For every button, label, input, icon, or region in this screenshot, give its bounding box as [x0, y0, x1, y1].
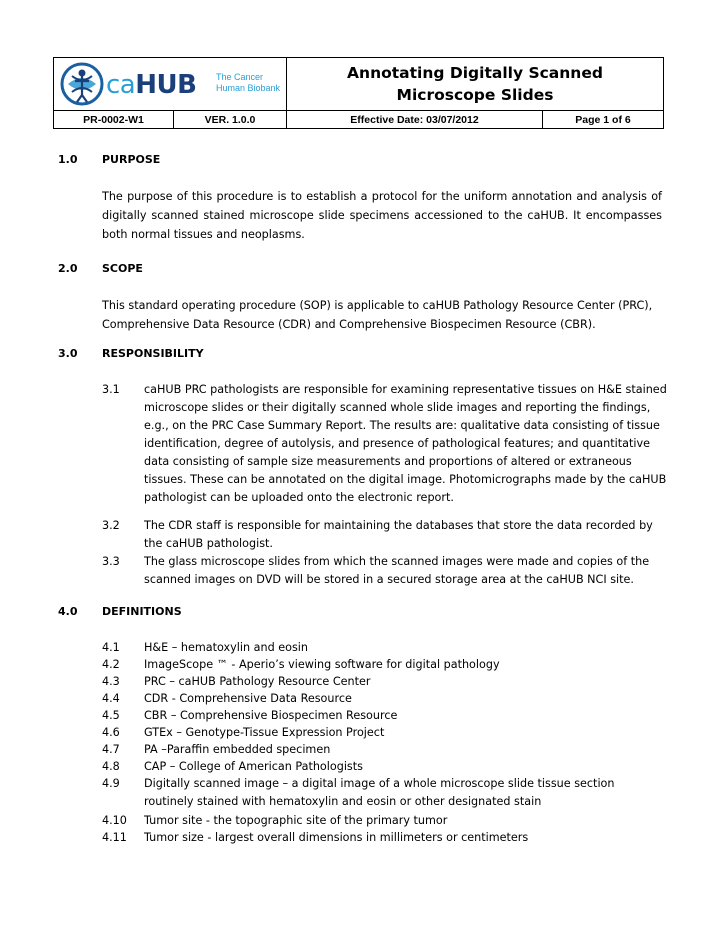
- list-item: [102, 639, 667, 657]
- document-header: [53, 57, 664, 129]
- header-meta-row: [54, 111, 663, 129]
- section-number: 3.0: [58, 347, 78, 360]
- list-item: [102, 775, 667, 811]
- item-text: Tumor size - largest overall dimensions in millimeters or centimeters: [144, 831, 529, 844]
- list-item: [102, 656, 667, 674]
- list-item: [102, 381, 667, 507]
- item-number: 4.7: [102, 743, 120, 756]
- item-number: 3.2: [102, 519, 120, 532]
- document-title-cell: [287, 58, 663, 110]
- section-heading-definitions: [58, 605, 182, 618]
- effective-date: Effective Date: 03/07/2012: [287, 111, 543, 129]
- tagline-top: The Cancer: [216, 72, 264, 82]
- item-number: 4.11: [102, 831, 127, 844]
- item-text: GTEx – Genotype-Tissue Expression Project: [144, 726, 385, 739]
- item-text: Digitally scanned image – a digital image of a whole microscope slide tissue section routinely stained with hematoxylin and eosin or other designated stain: [144, 777, 615, 808]
- item-text: CDR - Comprehensive Data Resource: [144, 692, 352, 705]
- item-text: caHUB PRC pathologists are responsible for examining representative tissues on H&E stained microscope slides or their digitally scanned whole slide images and reporting the findings, e.g., on the PRC Case Summary Report. The results are: qualitative data consisting of tissue identification, degree of autolysis, and presence of pathological features; and quantitative data consisting of sample size measurements and proportions of altered or extraneous tissues. These can be annotated on the digital image. Photomicrographs made by the caHUB pathologist can be uploaded onto the electronic report.: [144, 383, 667, 504]
- item-number: 3.1: [102, 383, 120, 396]
- list-item: [102, 553, 667, 589]
- purpose-paragraph: The purpose of this procedure is to establish a protocol for the uniform annotation and analysis of digitally scanned stained microscope slide specimens accessioned to the caHUB. It encompasses both normal tissues and neoplasms.: [102, 190, 662, 241]
- item-number: 3.3: [102, 555, 120, 568]
- list-item: [102, 707, 667, 725]
- item-text: Tumor site - the topographic site of the primary tumor: [144, 814, 448, 827]
- logo-tagline: [216, 72, 280, 94]
- item-text: CBR – Comprehensive Biospecimen Resource: [144, 709, 398, 722]
- logo-ca: ca: [106, 70, 136, 100]
- globe-figure-icon: [60, 62, 104, 106]
- item-text: PA –Paraffin embedded specimen: [144, 743, 331, 756]
- list-item: [102, 724, 667, 742]
- item-number: 4.5: [102, 709, 120, 722]
- document-title: Annotating Digitally Scanned Microscope Slides: [347, 64, 603, 104]
- list-item: [102, 673, 667, 691]
- page-number: Page 1 of 6: [575, 114, 631, 126]
- section-title: SCOPE: [102, 262, 143, 275]
- list-item: [102, 758, 667, 776]
- item-number: 4.3: [102, 675, 120, 688]
- item-number: 4.10: [102, 814, 127, 827]
- item-text: The glass microscope slides from which the scanned images were made and copies of the scanned images on DVD will be stored in a secured storage area at the caHUB NCI site.: [144, 555, 650, 586]
- header-top-row: [54, 58, 663, 111]
- list-item: [102, 741, 667, 759]
- item-text: CAP – College of American Pathologists: [144, 760, 363, 773]
- item-text: ImageScope ™ - Aperio’s viewing software for digital pathology: [144, 658, 500, 671]
- section-number: 2.0: [58, 262, 78, 275]
- item-number: 4.4: [102, 692, 120, 705]
- list-item: [102, 812, 667, 830]
- logo-hub: HUB: [135, 70, 197, 100]
- section-title: PURPOSE: [102, 153, 161, 166]
- scope-paragraph: This standard operating procedure (SOP) is applicable to caHUB Pathology Resource Center (PRC), Comprehensive Data Resource (CDR) and Comprehensive Biospecimen Resource (CBR).: [102, 299, 653, 331]
- item-text: The CDR staff is responsible for maintaining the databases that store the data recorded by the caHUB pathologist.: [144, 519, 653, 550]
- doc-version: VER. 1.0.0: [174, 111, 287, 129]
- section-title: DEFINITIONS: [102, 605, 182, 618]
- section-heading-responsibility: [58, 347, 204, 360]
- cahub-logo: [54, 58, 287, 110]
- doc-id: PR-0002-W1: [54, 111, 174, 129]
- item-text: PRC – caHUB Pathology Resource Center: [144, 675, 371, 688]
- item-text: H&E – hematoxylin and eosin: [144, 641, 308, 654]
- list-item: [102, 829, 667, 847]
- list-item: [102, 690, 667, 708]
- section-number: 1.0: [58, 153, 78, 166]
- list-item: [102, 517, 667, 553]
- section-heading-scope: [58, 262, 143, 275]
- section-heading-purpose: [58, 153, 160, 166]
- section-title: RESPONSIBILITY: [102, 347, 204, 360]
- tagline-bottom: Human Biobank: [216, 83, 281, 93]
- section-number: 4.0: [58, 605, 78, 618]
- item-number: 4.1: [102, 641, 120, 654]
- item-number: 4.6: [102, 726, 120, 739]
- logo-wordmark: [106, 72, 196, 98]
- item-number: 4.8: [102, 760, 120, 773]
- item-number: 4.9: [102, 777, 120, 790]
- item-number: 4.2: [102, 658, 120, 671]
